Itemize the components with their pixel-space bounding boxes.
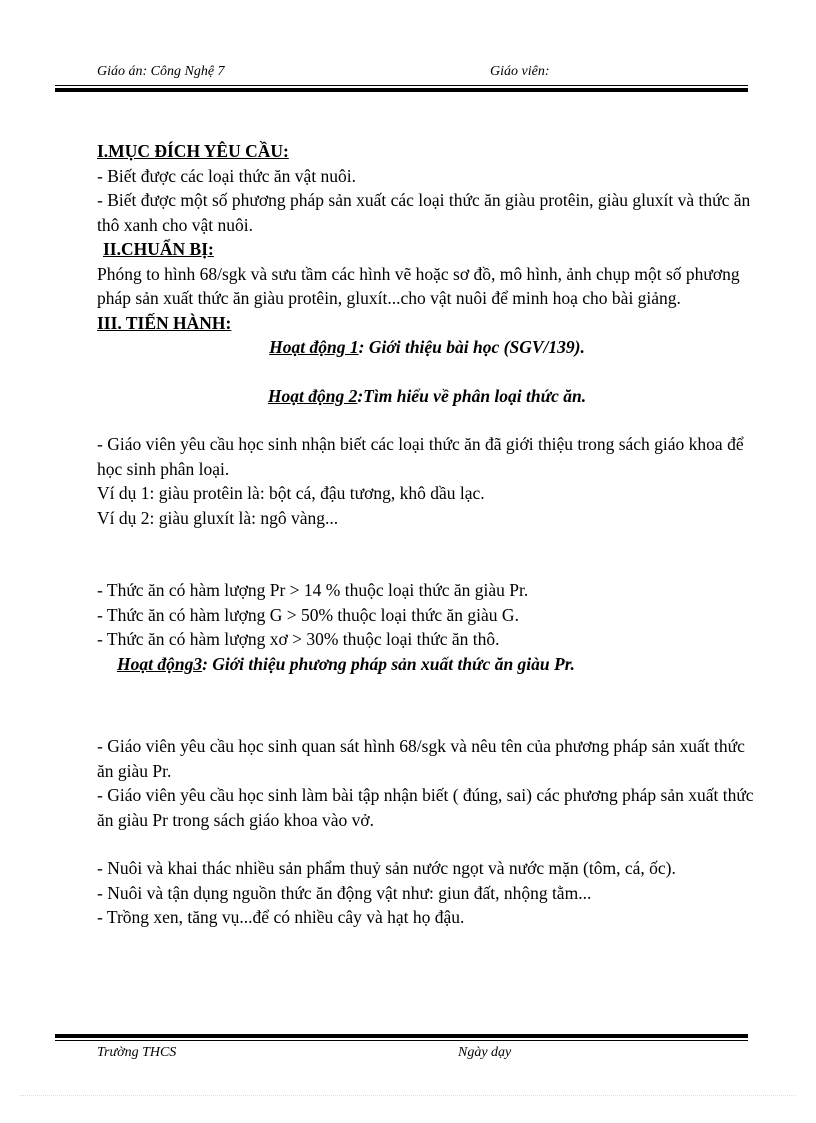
section2-title: II.CHUẨN BỊ:	[103, 239, 214, 259]
header-teacher: Giáo viên:	[490, 64, 550, 79]
activity2-line-2: Ví dụ 1: giàu protêin là: bột cá, đậu tương, khô dầu lạc.	[97, 483, 485, 503]
activity3-line-1: - Giáo viên yêu cầu học sinh quan sát hình 68/sgk và nêu tên của phương pháp sản xuất thức ăn giàu Pr.	[97, 736, 745, 781]
activity3-label: Hoạt động3	[117, 653, 203, 674]
page-bottom-border	[20, 1095, 796, 1096]
header-rule-thin	[55, 85, 748, 86]
activity1-label: Hoạt động 1	[269, 337, 359, 357]
footer-rule-thick	[55, 1034, 748, 1038]
activity2-label: Hoạt động 2	[267, 385, 358, 406]
header-rule-thick	[55, 88, 748, 92]
method-2: - Nuôi và tận dụng nguồn thức ăn động vật như: giun đất, nhộng tằm...	[97, 882, 592, 903]
rule-fiber: - Thức ăn có hàm lượng xơ > 30% thuộc loại thức ăn thô.	[97, 629, 500, 649]
activity3-text: : Giới thiệu phương pháp sản xuất thức ăn giàu Pr.	[202, 653, 575, 674]
activity2-text: :Tìm hiểu về phân loại thức ăn.	[357, 385, 587, 406]
footer-school: Trường THCS	[97, 1045, 177, 1060]
activity2-heading	[97, 384, 757, 409]
section1-line-1: - Biết được các loại thức ăn vật nuôi.	[97, 165, 357, 186]
activity1-text: : Giới thiệu bài học (SGV/139).	[358, 337, 585, 357]
footer-rule-thin	[55, 1040, 748, 1041]
section1-title: I.MỤC ĐÍCH YÊU CẦU:	[97, 141, 289, 161]
activity2-line-1: - Giáo viên yêu cầu học sinh nhận biết các loại thức ăn đã giới thiệu trong sách giáo khoa để học sinh phân loại.	[97, 434, 744, 479]
document-body	[97, 139, 757, 930]
activity3-heading	[117, 652, 757, 677]
section3-title: III. TIẾN HÀNH:	[97, 312, 232, 333]
rule-gluxit: - Thức ăn có hàm lượng G > 50% thuộc loại thức ăn giàu G.	[97, 604, 519, 625]
method-3: - Trồng xen, tăng vụ...để có nhiều cây và hạt họ đậu.	[97, 907, 465, 927]
section2-text: Phóng to hình 68/sgk và sưu tầm các hình vẽ hoặc sơ đồ, mô hình, ảnh chụp một số phương pháp sản xuất thức ăn giàu protêin, gluxít...cho vật nuôi để minh hoạ cho bài giảng.	[97, 263, 740, 308]
activity1-heading	[97, 335, 757, 360]
rule-protein: - Thức ăn có hàm lượng Pr > 14 % thuộc loại thức ăn giàu Pr.	[97, 580, 529, 600]
section1-line-2: - Biết được một số phương pháp sản xuất các loại thức ăn giàu protêin, giàu gluxít và thức ăn thô xanh cho vật nuôi.	[97, 190, 751, 235]
footer-date: Ngày dạy	[458, 1045, 512, 1060]
method-1: - Nuôi và khai thác nhiều sản phẩm thuỷ sản nước ngọt và nước mặn (tôm, cá, ốc).	[97, 858, 676, 878]
header-subject: Giáo án: Công Nghệ 7	[97, 64, 225, 79]
activity2-line-3: Ví dụ 2: giàu gluxít là: ngô vàng...	[97, 507, 339, 528]
activity3-line-2: - Giáo viên yêu cầu học sinh làm bài tập nhận biết ( đúng, sai) các phương pháp sản xuất thức ăn giàu Pr trong sách giáo khoa vào vở.	[97, 785, 754, 830]
